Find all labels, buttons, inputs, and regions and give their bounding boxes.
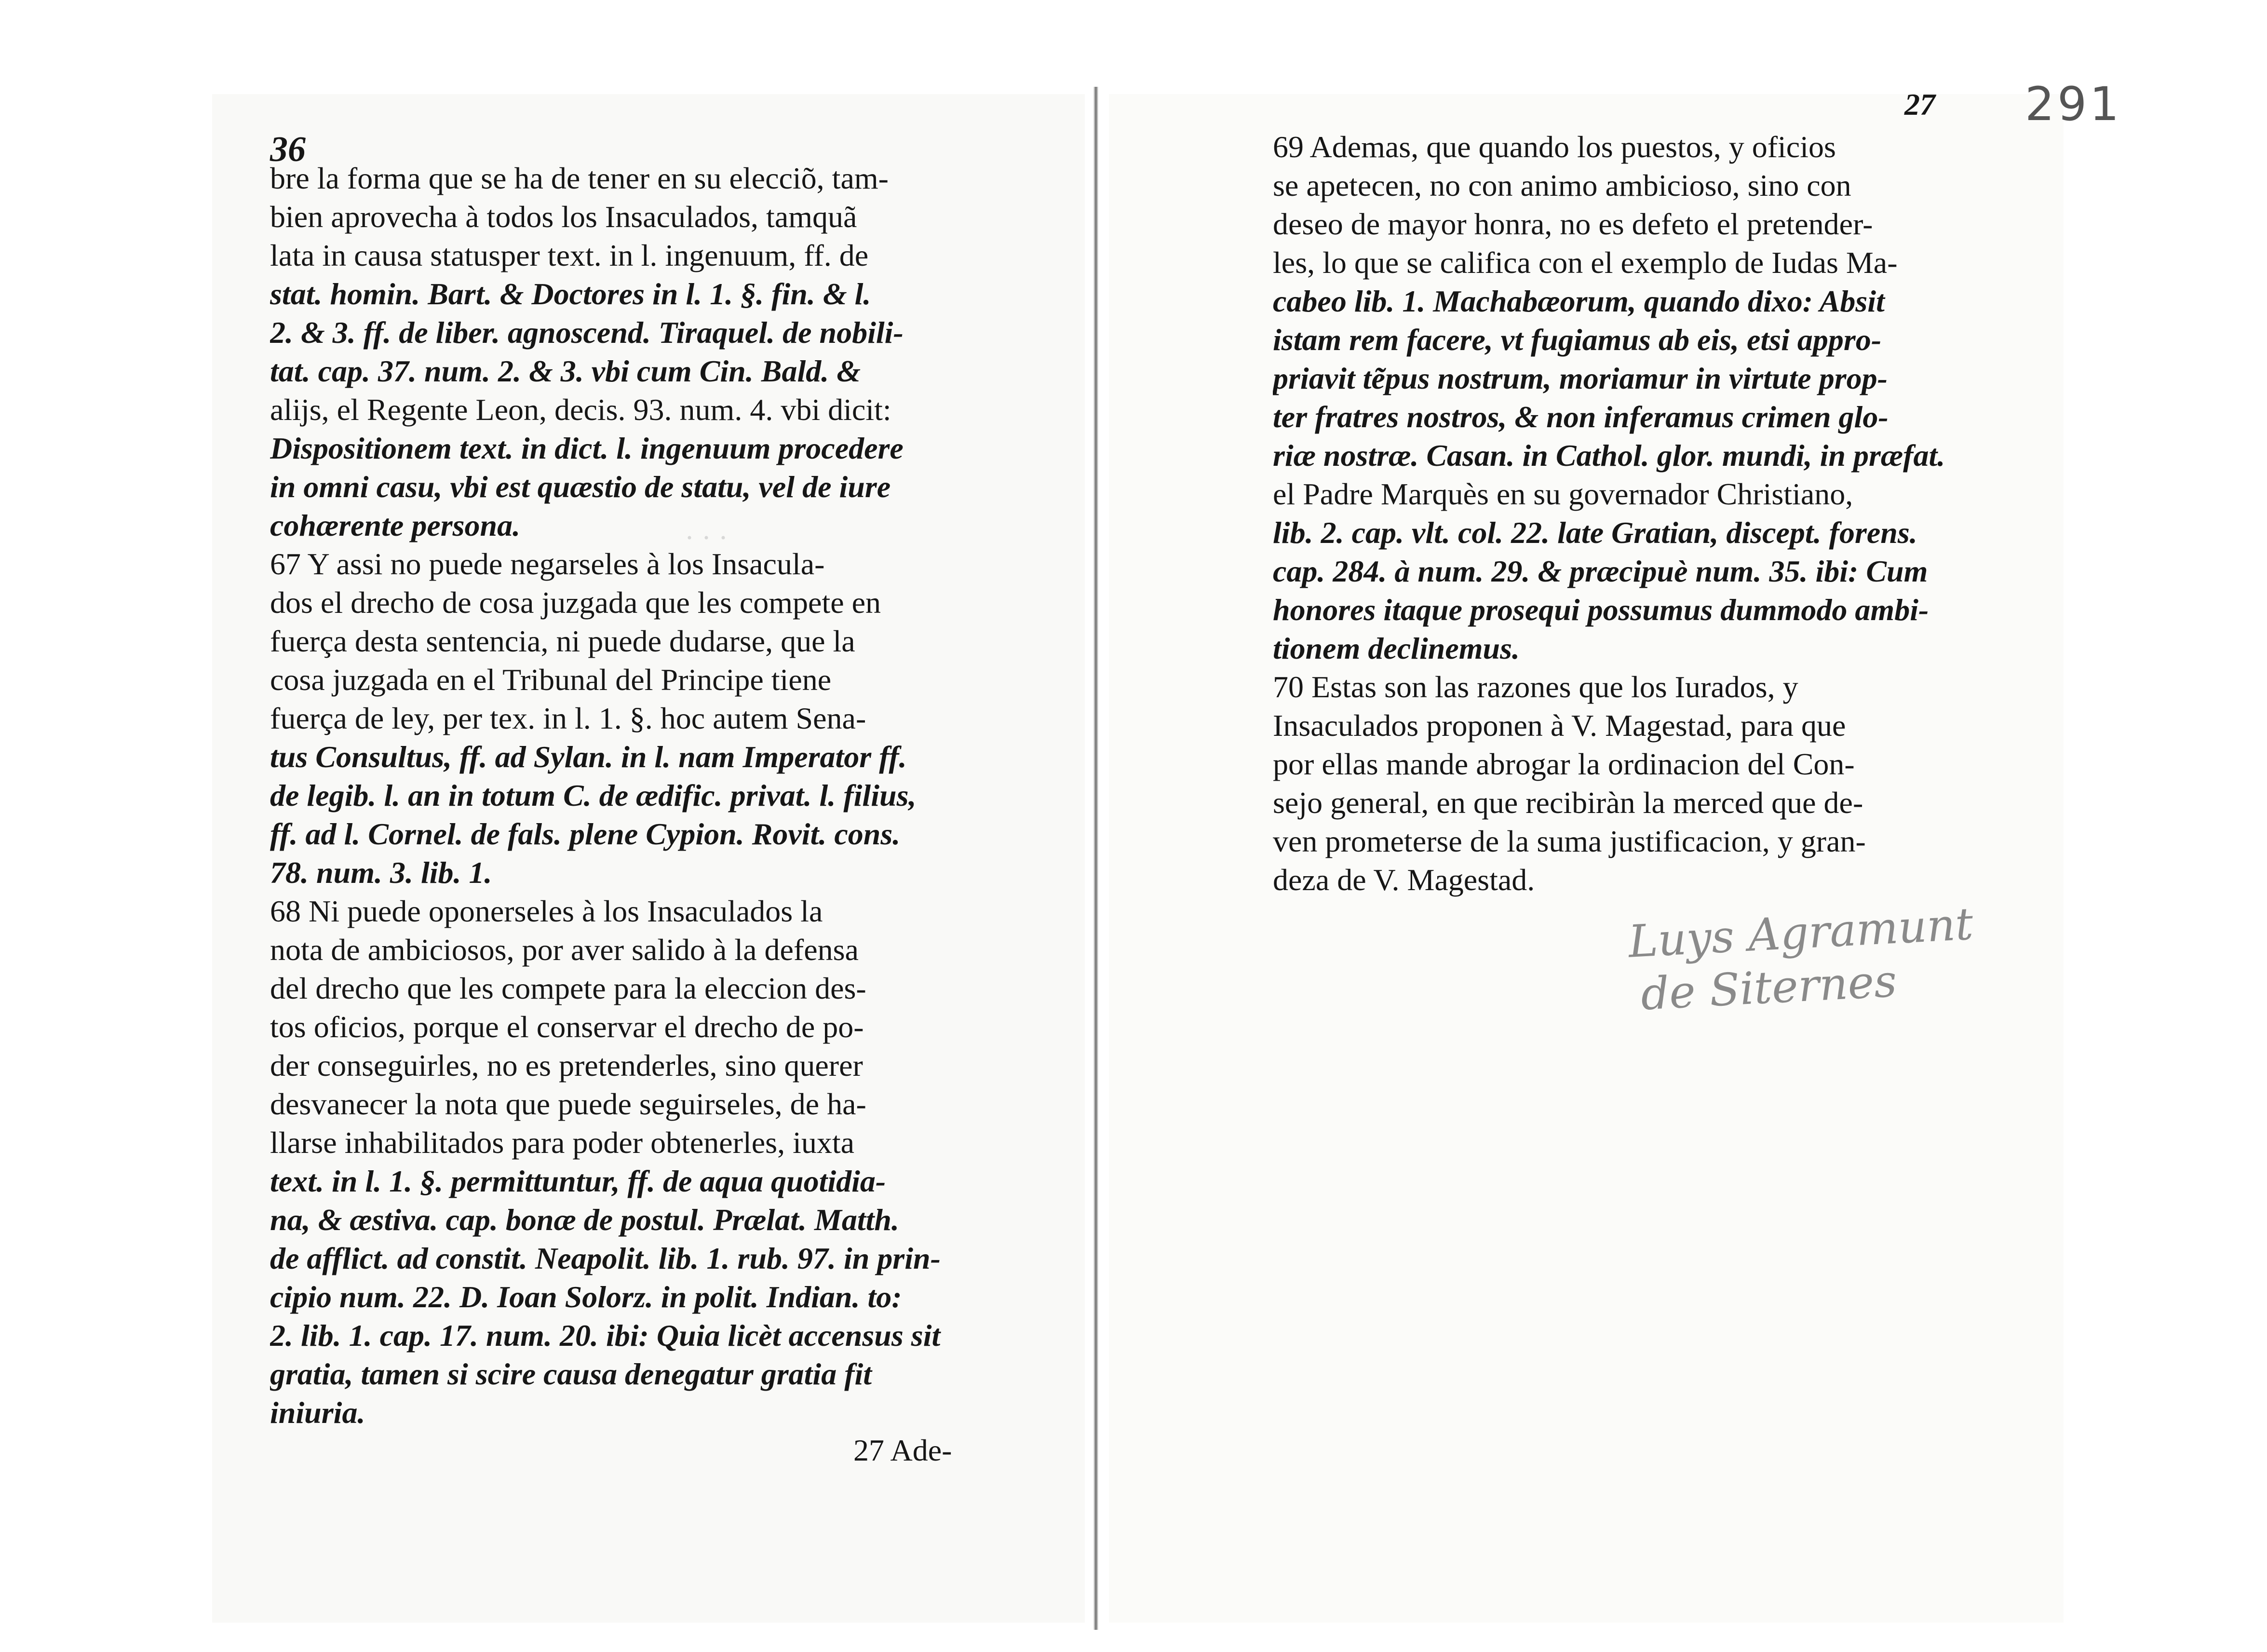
text-line: 78. num. 3. lib. 1. [270, 855, 492, 890]
text-line: cosa juzgada en el Tribunal del Principe tiene [270, 663, 832, 697]
text-line: honores itaque prosequi possumus dummodo ambi- [1273, 593, 1929, 627]
text-line: text. in l. 1. §. permittuntur, ff. de aqua quotidia- [270, 1164, 886, 1198]
text-line: 70 Estas son las razones que los Iurados, y [1273, 670, 1798, 704]
show-through-text: · · · [685, 522, 728, 554]
text-line: iniuria. [270, 1395, 365, 1430]
text-line: deza de V. Magestad. [1273, 863, 1535, 897]
text-line: in omni casu, vbi est quæstio de statu, vel de iure [270, 470, 891, 504]
text-line: 69 Ademas, que quando los puestos, y oficios [1273, 130, 1836, 164]
text-line: ven prometerse de la suma justificacion, y gran- [1273, 824, 1866, 858]
text-line: Insaculados proponen à V. Magestad, para que [1273, 708, 1846, 743]
text-line: cap. 284. à num. 29. & præcipuè num. 35. ibi: Cum [1273, 554, 1928, 588]
text-line: tionem declinemus. [1273, 631, 1520, 665]
text-line: na, & æstiva. cap. bonæ de postul. Prælat. Matth. [270, 1203, 899, 1237]
text-line: nota de ambiciosos, por aver salido à la defensa [270, 933, 859, 967]
catchword: 27 Ade- [853, 1433, 952, 1467]
text-line: priavit tẽpus nostrum, moriamur in virtute prop- [1273, 361, 1888, 395]
text-line: alijs, el Regente Leon, decis. 93. num. 4. vbi dicit: [270, 393, 891, 427]
text-line: tos oficios, porque el conservar el drecho de po- [270, 1010, 864, 1044]
text-line: tus Consultus, ff. ad Sylan. in l. nam Imperator ff. [270, 740, 907, 774]
text-line: les, lo que se califica con el exemplo de Iudas Ma- [1273, 245, 1898, 280]
text-line: lata in causa statusper text. in l. ingenuum, ff. de [270, 238, 869, 272]
text-line: del drecho que les compete para la eleccion des- [270, 971, 866, 1005]
text-line: el Padre Marquès en su governador Christiano, [1273, 477, 1853, 511]
text-line: cipio num. 22. D. Ioan Solorz. in polit. Indian. to: [270, 1280, 902, 1314]
left-text-column [270, 159, 964, 1432]
text-line: dos el drecho de cosa juzgada que les compete en [270, 585, 881, 620]
text-line: deseo de mayor honra, no es defeto el pretender- [1273, 207, 1873, 241]
text-line: ter fratres nostros, & non inferamus crimen glo- [1273, 400, 1889, 434]
text-line: desvanecer la nota que puede seguirseles, de ha- [270, 1087, 866, 1121]
archive-folio-number: 291 [2025, 77, 2122, 131]
signature-line: de Siternes [1639, 955, 1898, 1020]
book-gutter [1093, 87, 1098, 1630]
text-line: sejo general, en que recibiràn la merced que de- [1273, 785, 1863, 820]
text-line: de afflict. ad constit. Neapolit. lib. 1. rub. 97. in prin- [270, 1241, 941, 1275]
text-line: fuerça de ley, per tex. in l. 1. §. hoc autem Sena- [270, 701, 866, 735]
text-line: der conseguirles, no es pretenderles, sino querer [270, 1048, 863, 1083]
text-line: fuerça desta sentencia, ni puede dudarse, que la [270, 624, 855, 658]
text-line: llarse inhabilitados para poder obtenerles, iuxta [270, 1125, 855, 1160]
handwritten-signature [1627, 897, 1977, 1021]
signature-line: Luys Agramunt [1627, 898, 1975, 968]
text-line: cabeo lib. 1. Machabæorum, quando dixo: Absit [1273, 284, 1885, 318]
text-line: gratia, tamen si scire causa denegatur gratia fit [270, 1357, 872, 1391]
text-line: cohærente persona. [270, 508, 521, 542]
text-line: tat. cap. 37. num. 2. & 3. vbi cum Cin. Bald. & [270, 354, 861, 388]
text-line: 2. lib. 1. cap. 17. num. 20. ibi: Quia licèt accensus sit [270, 1318, 941, 1353]
text-line: istam rem facere, vt fugiamus ab eis, etsi appro- [1273, 323, 1882, 357]
text-line: 67 Y assi no puede negarseles à los Insacula- [270, 547, 825, 581]
text-line: se apetecen, no con animo ambicioso, sino con [1273, 168, 1851, 203]
text-line: lib. 2. cap. vlt. col. 22. late Gratian, discept. forens. [1273, 515, 1917, 550]
text-line: bien aprovecha à todos los Insaculados, tamquã [270, 200, 857, 234]
text-line: 68 Ni puede oponerseles à los Insaculados la [270, 894, 823, 928]
text-line: riæ nostræ. Casan. in Cathol. glor. mundi, in præfat. [1273, 438, 1945, 473]
right-text-column [1273, 128, 1957, 899]
text-line: ff. ad l. Cornel. de fals. plene Cypion. Rovit. cons. [270, 817, 901, 851]
text-line: 2. & 3. ff. de liber. agnoscend. Tiraquel. de nobili- [270, 315, 904, 350]
folio-number-left: 36 [270, 130, 306, 169]
text-line: Dispositionem text. in dict. l. ingenuum procedere [270, 431, 904, 465]
text-line: stat. homin. Bart. & Doctores in l. 1. §. fin. & l. [270, 277, 871, 311]
text-line: bre la forma que se ha de tener en su elecciõ, tam- [270, 161, 889, 195]
text-line: de legib. l. an in totum C. de ædific. privat. l. filius, [270, 778, 917, 812]
text-line: por ellas mande abrogar la ordinacion del Con- [1273, 747, 1855, 781]
folio-number-right: 27 [1904, 87, 1935, 122]
